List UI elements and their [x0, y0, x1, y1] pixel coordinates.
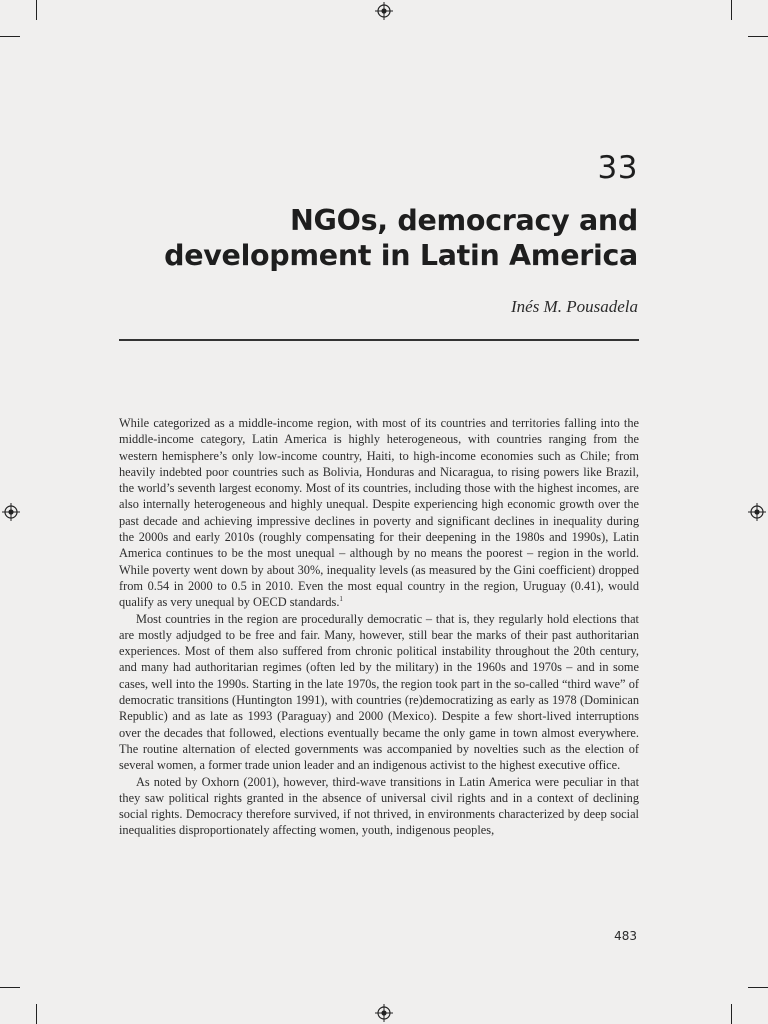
crop-mark-top-left-horizontal: [0, 36, 20, 37]
footnote-reference[interactable]: 1: [339, 595, 343, 604]
registration-mark-icon: [2, 503, 20, 521]
crop-mark-top-left-vertical: [36, 0, 37, 20]
chapter-title-line-2: development in Latin America: [164, 239, 638, 272]
paragraph-3: As noted by Oxhorn (2001), however, third-wave transitions in Latin America were peculiar in that they saw political rights granted in the absence of universal civil rights and in a context of declining social rights. Democracy therefore survived, if not thrived, in environments characterized by deep social inequalities disproportionately affecting women, youth, indigenous peoples,: [119, 774, 639, 838]
chapter-number: 33: [597, 150, 638, 186]
chapter-title: [78, 203, 638, 273]
registration-mark-icon: [375, 1004, 393, 1022]
page-number: 483: [614, 929, 637, 943]
crop-mark-top-right-vertical: [731, 0, 732, 20]
paragraph-1-text: While categorized as a middle-income region, with most of its countries and territories falling into the middle-income category, Latin America is highly heterogeneous, with countries ranging from the western hemisphere’s only low-income country, Haiti, to high-income economies such as Chile; from heavily indebted poor countries such as Bolivia, Honduras and Nicaragua, to rising powers like Brazil, the world’s seventh largest economy. Most of its countries, including those with the highest incomes, are also internally heterogeneous and highly unequal. Despite experiencing high economic growth over the past decade and achieving impressive declines in poverty and significant declines in inequality during the 2000s and early 2010s (roughly compensating for their deepening in the 1980s and 1990s), Latin America continues to be the most unequal – although by no means the poorest – region in the world. While poverty went down by about 30%, inequality levels (as measured by the Gini coefficient) dropped from 0.54 in 2000 to 0.5 in 2010. Even the most equal country in the region, Uruguay (0.41), would qualify as very unequal by OECD standards.: [119, 416, 639, 610]
chapter-title-line-1: NGOs, democracy and: [290, 204, 638, 237]
paragraph-1: [119, 415, 639, 611]
body-text: [119, 415, 639, 839]
crop-mark-bottom-right-vertical: [731, 1004, 732, 1024]
registration-mark-icon: [375, 2, 393, 20]
crop-mark-bottom-left-horizontal: [0, 987, 20, 988]
crop-mark-bottom-right-horizontal: [748, 987, 768, 988]
registration-mark-icon: [748, 503, 766, 521]
crop-mark-bottom-left-vertical: [36, 1004, 37, 1024]
crop-mark-top-right-horizontal: [748, 36, 768, 37]
paragraph-2: Most countries in the region are procedurally democratic – that is, they regularly hold elections that are mostly adjudged to be free and fair. Many, however, still bear the marks of their past authoritarian experiences. Most of them also suffered from chronic political instability throughout the 20th century, and many had authoritarian regimes (often led by the military) in the 1960s and 1970s – and in some cases, well into the 1990s. Starting in the late 1970s, the region took part in the so-called “third wave” of democratic transitions (Huntington 1991), with countries (re)democratizing as early as 1978 (Dominican Republic) and as late as 1993 (Paraguay) and 2000 (Mexico). Despite a few short-lived interruptions over the decades that followed, elections eventually became the only game in town almost everywhere. The routine alternation of elected governments was accompanied by novelties such as the election of several women, a former trade union leader and an indigenous activist to the highest executive office.: [119, 611, 639, 773]
title-divider: [119, 339, 639, 341]
chapter-author: Inés M. Pousadela: [510, 297, 638, 316]
